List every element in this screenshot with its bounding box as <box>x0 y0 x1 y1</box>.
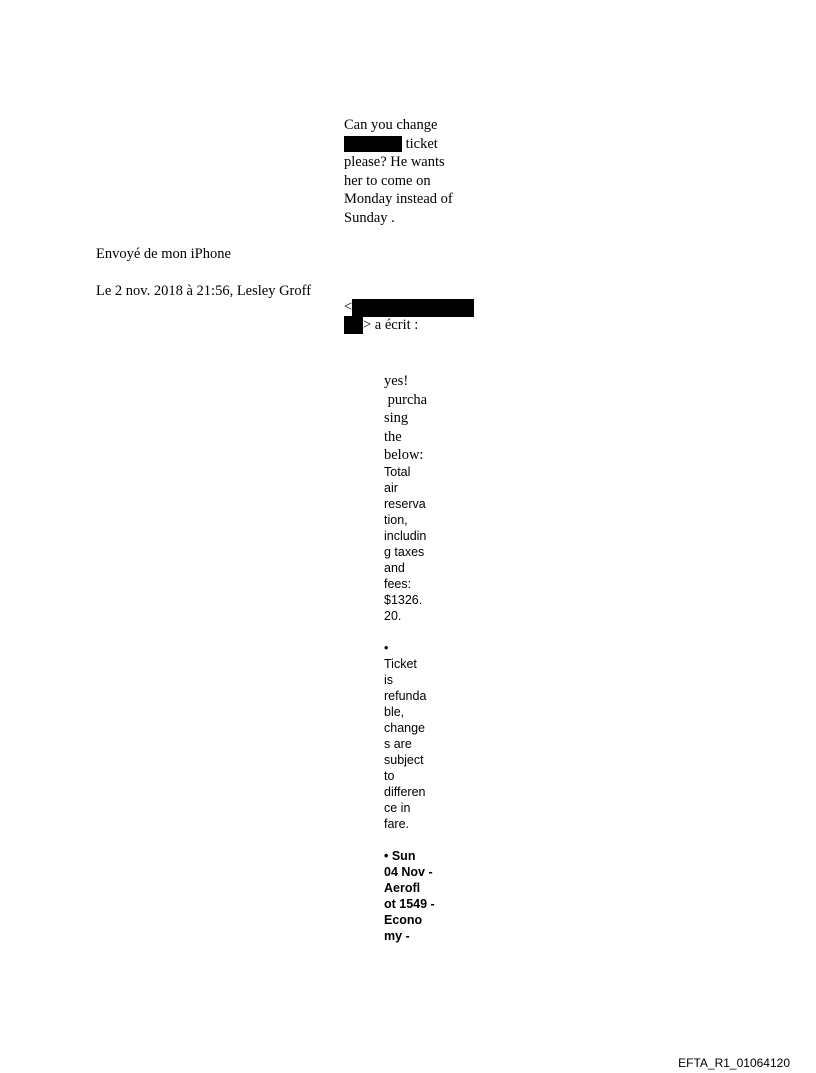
detail-line: change <box>384 721 426 735</box>
detail-line: ce in <box>384 801 411 815</box>
detail-line: refunda <box>384 689 427 703</box>
detail-line: Total <box>384 465 411 479</box>
detail-line: reserva <box>384 497 426 511</box>
email-suffix: > a écrit : <box>363 317 419 333</box>
message-line: her to come on <box>344 172 431 189</box>
detail-line: s are <box>384 737 412 751</box>
detail-line: $1326. <box>384 593 423 607</box>
redaction-box <box>344 316 363 334</box>
detail-line: Ticket <box>384 657 417 671</box>
detail-line: fees: <box>384 577 412 591</box>
document-id: EFTA_R1_01064120 <box>678 1056 790 1070</box>
detail-line: 20. <box>384 609 402 623</box>
detail-line: fare. <box>384 817 410 831</box>
reply-header: Le 2 nov. 2018 à 21:56, Lesley Groff <box>96 283 312 299</box>
detail-line: to <box>384 769 395 783</box>
flight-line: my - <box>384 929 410 943</box>
flight-line: ot 1549 - <box>384 897 435 911</box>
message-line: please? He wants <box>344 154 445 170</box>
detail-line: subject <box>384 753 424 767</box>
paragraph-gap <box>384 832 454 848</box>
flight-line: Econo <box>384 913 423 927</box>
detail-line: includin <box>384 529 427 543</box>
bullet-marker: • <box>384 641 389 655</box>
email-open-bracket: < <box>344 299 353 315</box>
detail-line: and <box>384 561 405 575</box>
quoted-line: purcha <box>384 391 428 408</box>
detail-line: tion, <box>384 513 408 527</box>
quoted-details <box>384 464 454 944</box>
detail-line: ble, <box>384 705 405 719</box>
quoted-line: the <box>384 428 402 445</box>
flight-line: Aerofl <box>384 881 421 895</box>
detail-line: is <box>384 673 394 687</box>
redaction-box <box>344 136 402 152</box>
message-line: Sunday . <box>344 209 395 226</box>
message-body <box>344 116 474 227</box>
paragraph-gap <box>384 624 454 640</box>
detail-line: g taxes <box>384 545 425 559</box>
message-line: Monday instead of <box>344 191 453 207</box>
quoted-line: yes! <box>384 373 409 389</box>
message-line-text: ticket <box>402 135 438 152</box>
reply-email <box>344 298 474 334</box>
email-line-2 <box>344 316 474 334</box>
flight-line: 04 Nov - <box>384 865 433 879</box>
message-line: Can you change <box>344 117 438 133</box>
email-line-1 <box>344 298 474 316</box>
detail-line: air <box>384 481 398 495</box>
signature: Envoyé de mon iPhone <box>96 246 231 262</box>
quoted-line: below: <box>384 447 424 463</box>
flight-line: • Sun <box>384 849 416 863</box>
quoted-line: sing <box>384 410 409 426</box>
quoted-intro <box>384 372 444 465</box>
message-line-redacted <box>344 135 474 154</box>
redaction-box <box>352 299 474 317</box>
detail-line: differen <box>384 785 426 799</box>
